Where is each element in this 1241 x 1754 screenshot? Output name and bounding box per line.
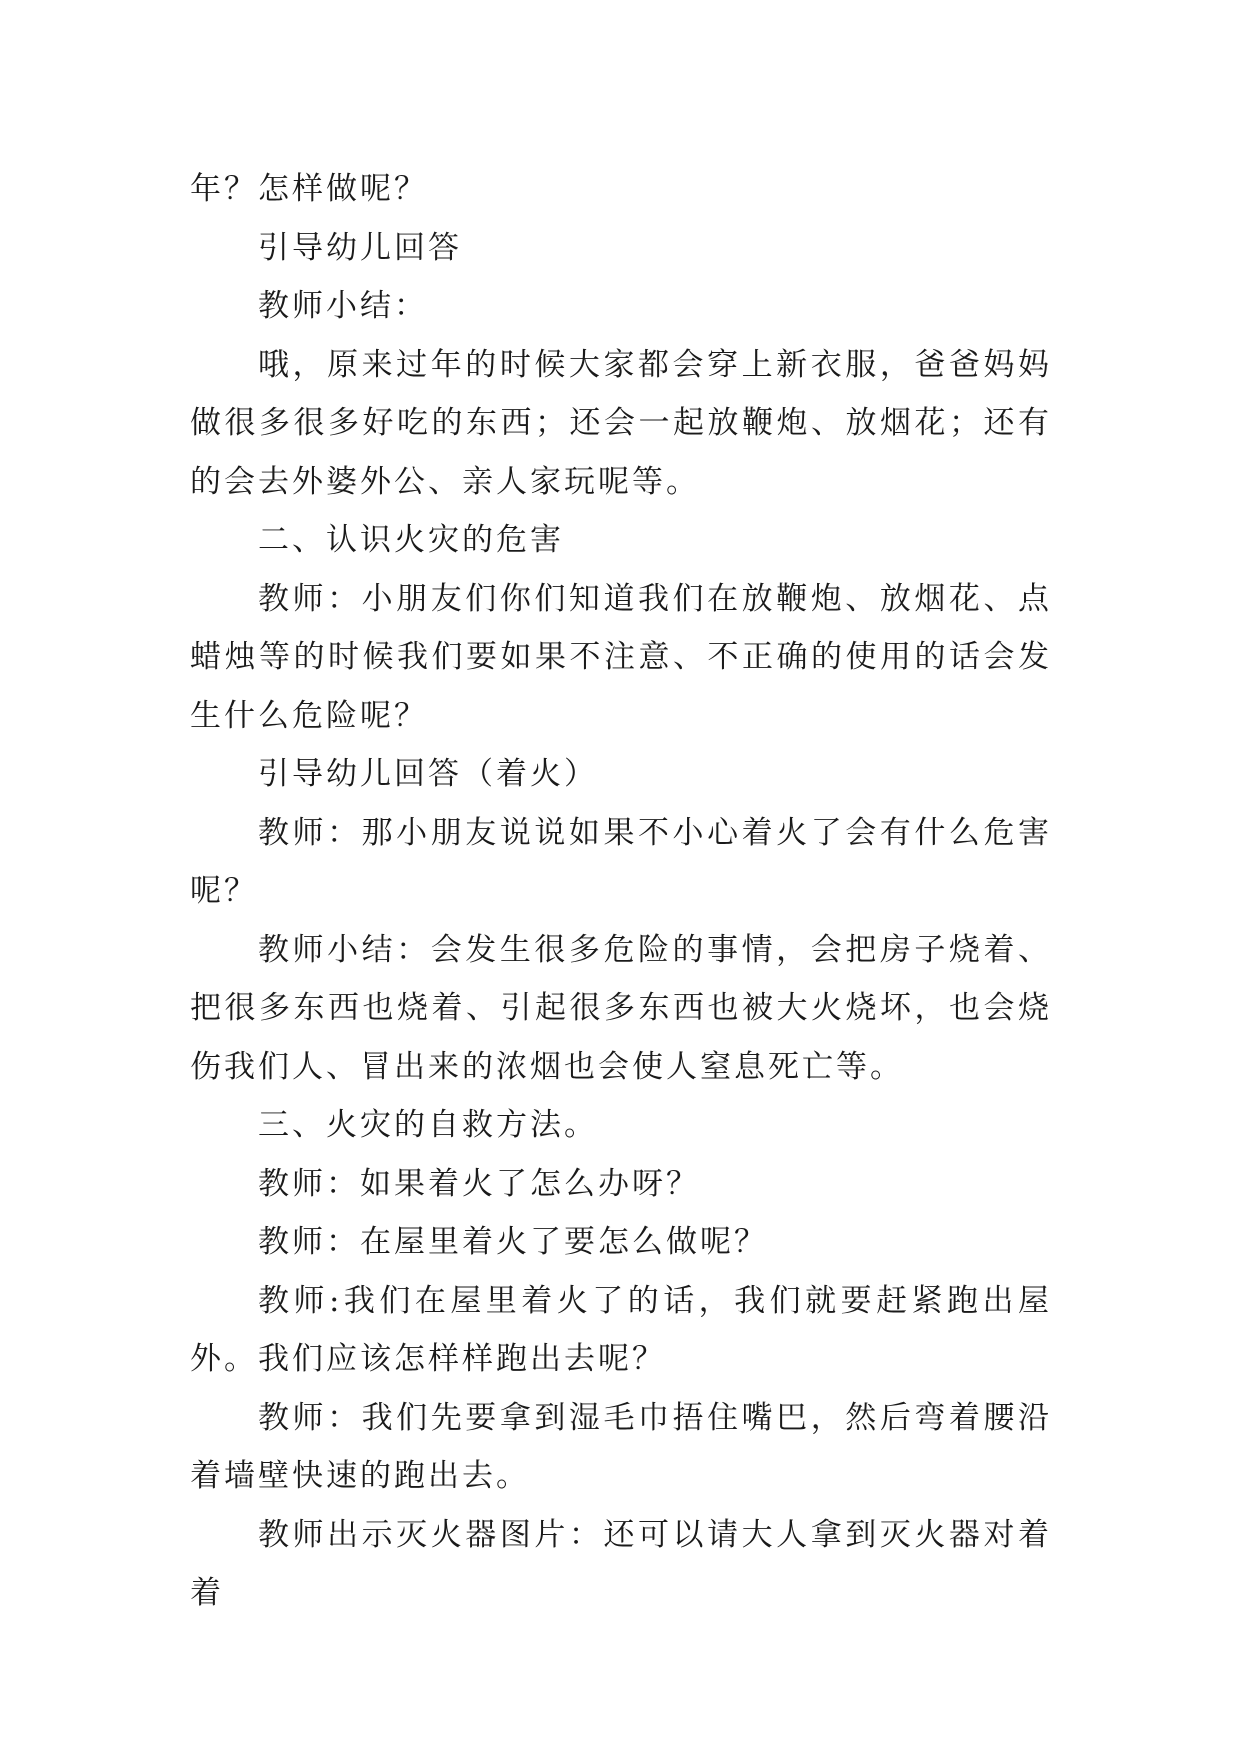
- paragraph-3: 教师小结：: [258, 288, 428, 324]
- paragraph-9: 教师小结：会发生很多危险的事情，会把房子烧着、把很多东西也烧着、引起很多东西也被大火烧坏，也会烧伤我们人、冒出来的浓烟也会使人窒息死亡等。: [190, 931, 1052, 1085]
- paragraph-7: 引导幼儿回答（着火）: [258, 756, 598, 792]
- paragraph-15: 教师出示灭火器图片：还可以请大人拿到灭火器对着着: [190, 1516, 1052, 1611]
- paragraph-14: 教师：我们先要拿到湿毛巾捂住嘴巴，然后弯着腰沿着墙壁快速的跑出去。: [190, 1399, 1052, 1494]
- paragraph-4: 哦，原来过年的时候大家都会穿上新衣服，爸爸妈妈做很多很多好吃的东西；还会一起放鞭炮、放烟花；还有的会去外婆外公、亲人家玩呢等。: [190, 346, 1052, 500]
- paragraph-6: 教师：小朋友们你们知道我们在放鞭炮、放烟花、点蜡烛等的时候我们要如果不注意、不正确的使用的话会发生什么危险呢？: [190, 580, 1052, 734]
- paragraph-8: 教师：那小朋友说说如果不小心着火了会有什么危害呢？: [190, 814, 1052, 909]
- paragraph-13: 教师:我们在屋里着火了的话，我们就要赶紧跑出屋外。我们应该怎样样跑出去呢？: [190, 1282, 1052, 1377]
- paragraph-1: 年？怎样做呢？: [190, 171, 428, 207]
- paragraph-2: 引导幼儿回答: [258, 229, 462, 266]
- paragraph-12: 教师：在屋里着火了要怎么做呢？: [258, 1224, 768, 1260]
- paragraph-11: 教师：如果着火了怎么办呀？: [258, 1165, 700, 1202]
- document-body: [190, 160, 1052, 1623]
- section-heading-3: 三、火灾的自救方法。: [258, 1107, 598, 1143]
- section-heading-2: 二、认识火灾的危害: [258, 522, 564, 558]
